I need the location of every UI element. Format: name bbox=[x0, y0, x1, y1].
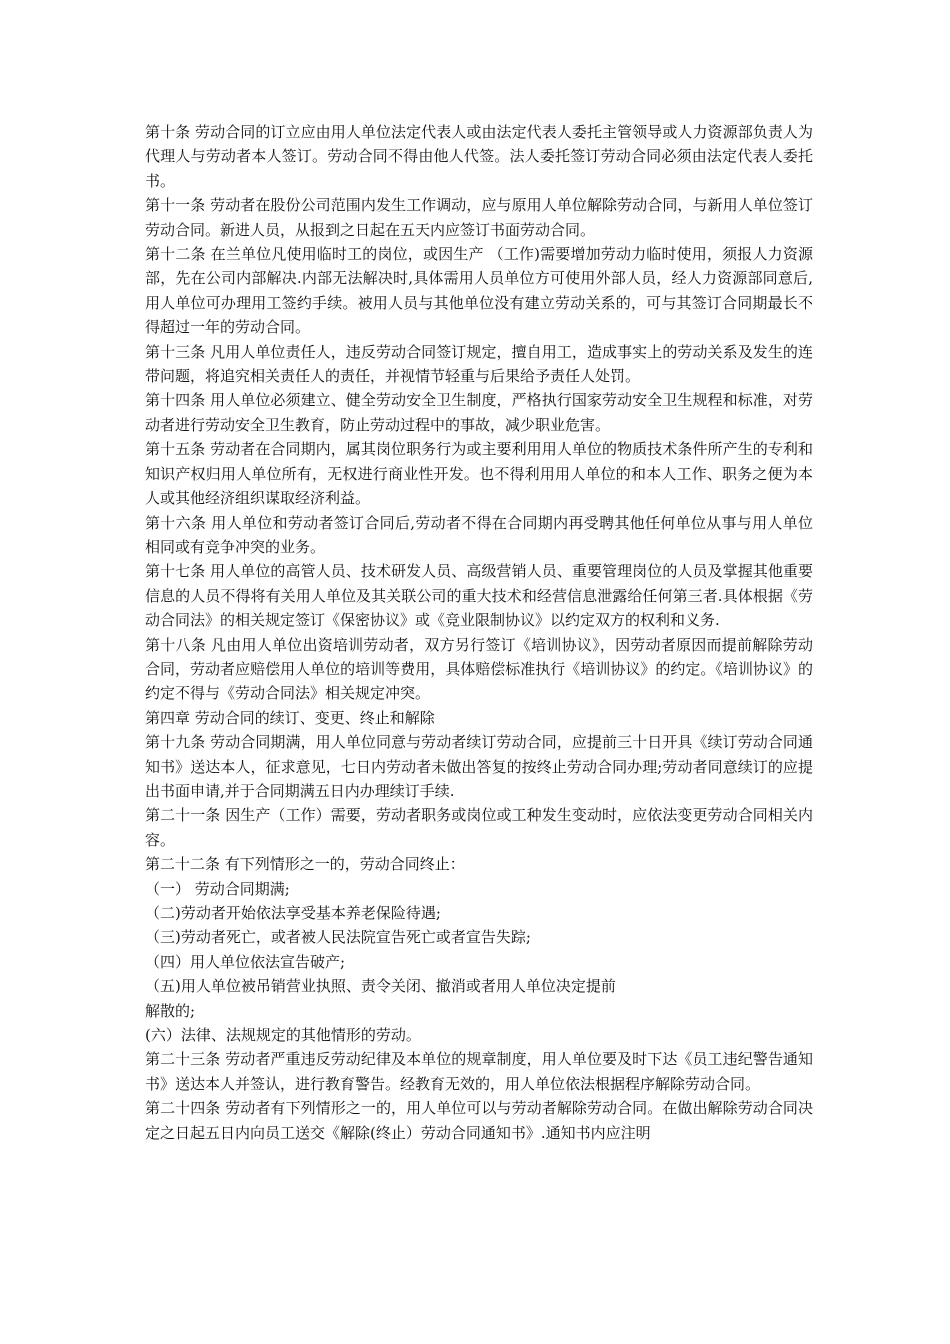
list-item-5: （五)用人单位被吊销营业执照、责令关闭、撤消或者用人单位决定提前 bbox=[145, 977, 616, 996]
article-13: 第十三条 凡用人单位责任人，违反劳动合同签订规定，擅自用工，造成事实上的劳动关系及发生的连带问题，将追究相关责任人的责任，并视情节轻重与后果给予责任人处罚。 bbox=[145, 342, 813, 386]
list-item-5-continued: 解散的; bbox=[145, 1001, 196, 1020]
article-12: 第十二条 在兰单位凡使用临时工的岗位，或因生产 （工作)需要增加劳动力临时使用，须报人力资源部，先在公司内部解决.内部无法解决时,具体需用人员单位方可使用外部人员，经人力资源部同意后,用人单位可办理用工签约手续。被用人员与其他单位没有建立劳动关系的，可与其签订合同期最长不得超过一年的劳动合同。 bbox=[145, 245, 813, 337]
list-item-6: (六）法律、法规规定的其他情形的劳动。 bbox=[145, 1026, 421, 1045]
article-15: 第十五条 劳动者在合同期内，属其岗位职务行为或主要利用用人单位的物质技术条件所产生的专利和知识产权归用人单位所有，无权进行商业性开发。也不得利用用人单位的和本人工作、职务之便为本人或其他经济组织谋取经济利益。 bbox=[145, 440, 813, 508]
article-23: 第二十三条 劳动者严重违反劳动纪律及本单位的规章制度，用人单位要及时下达《员工违纪警告通知书》送达本人并签认，进行教育警告。经教育无效的，用人单位依法根据程序解除劳动合同。 bbox=[145, 1050, 813, 1093]
article-10: 第十条 劳动合同的订立应由用人单位法定代表人或由法定代表人委托主管领导或人力资源部负责人为代理人与劳动者本人签订。劳动合同不得由他人代签。法人委托签订劳动合同必须由法定代表人委托书。 bbox=[145, 123, 813, 190]
article-21: 第二十一条 因生产（工作）需要，劳动者职务或岗位或工种发生变动时，应依法变更劳动合同相关内容。 bbox=[145, 806, 813, 849]
article-17: 第十七条 用人单位的高管人员、技术研发人员、高级营销人员、重要管理岗位的人员及掌握其他重要信息的人员不得将有关用人单位及其关联公司的重大技术和经营信息泄露给任何第三者.具体根据《劳动合同法》的相关规定签订《保密协议》或《竞业限制协议》以约定双方的权利和义务. bbox=[145, 562, 813, 630]
article-22: 第二十二条 有下列情形之一的，劳动合同终止： bbox=[145, 855, 465, 874]
article-18: 第十八条 凡由用人单位出资培训劳动者，双方另行签订《培训协议》，因劳动者原因而提前解除劳动合同，劳动者应赔偿用人单位的培训等费用，具体赔偿标准执行《培训协议》的约定。《培训协议》的约定不得与《劳动合同法》相关规定冲突。 bbox=[145, 635, 813, 703]
list-item-4: （四）用人单位依法宣告破产; bbox=[145, 952, 346, 971]
chapter-4-heading: 第四章 劳动合同的续订、变更、终止和解除 bbox=[145, 708, 435, 727]
article-24: 第二十四条 劳动者有下列情形之一的，用人单位可以与劳动者解除劳动合同。在做出解除劳动合同决定之日起五日内向员工送交《解除(终止）劳动合同通知书》.通知书内应注明 bbox=[145, 1099, 813, 1142]
list-item-1: （一） 劳动合同期满; bbox=[145, 879, 290, 898]
article-11: 第十一条 劳动者在股份公司范围内发生工作调动，应与原用人单位解除劳动合同，与新用人单位签订劳动合同。新进人员，从报到之日起在五天内应签订书面劳动合同。 bbox=[145, 196, 813, 239]
article-19: 第十九条 劳动合同期满，用人单位同意与劳动者续订劳动合同，应提前三十日开具《续订劳动合同通知书》送达本人，征求意见，七日内劳动者未做出答复的按终止劳动合同办理;劳动者同意续订的应提出书面申请,并于合同期满五日内办理续订手续. bbox=[145, 733, 813, 800]
article-14: 第十四条 用人单位必须建立、健全劳动安全卫生制度，严格执行国家劳动安全卫生规程和标准，对劳动者进行劳动安全卫生教育，防止劳动过程中的事故，减少职业危害。 bbox=[145, 391, 813, 434]
document-body bbox=[145, 120, 813, 1145]
article-16: 第十六条 用人单位和劳动者签订合同后,劳动者不得在合同期内再受聘其他任何单位从事与用人单位相同或有竞争冲突的业务。 bbox=[145, 513, 813, 556]
list-item-2: （二)劳动者开始依法享受基本养老保险待遇; bbox=[145, 904, 441, 922]
list-item-3: （三)劳动者死亡，或者被人民法院宣告死亡或者宣告失踪; bbox=[145, 928, 531, 947]
